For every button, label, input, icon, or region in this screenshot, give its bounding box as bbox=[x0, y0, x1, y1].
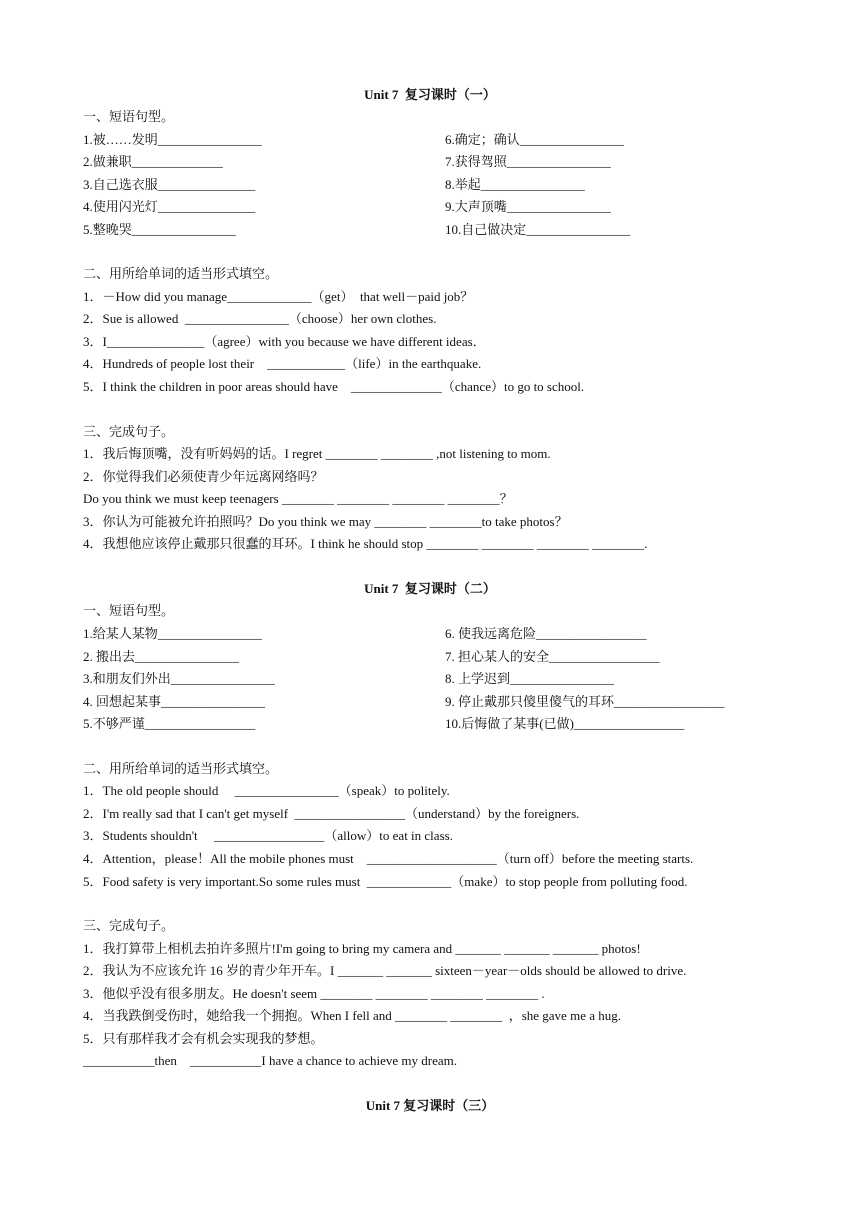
complete-item: 1．我后悔顶嘴，没有听妈妈的话。I regret ________ ________ ,not listening to mom. bbox=[83, 446, 551, 461]
phrase-item: 10.后悔做了某事(已做)_________________ bbox=[445, 716, 685, 731]
phrase-item: 10.自己做决定________________ bbox=[445, 222, 631, 237]
complete-item: 3．他似乎没有很多朋友。He doesn't seem ________ ________ ________ ________ . bbox=[83, 986, 545, 1001]
fill-item: 2．I'm really sad that I can't get myself _________________（understand）by the foreigners. bbox=[83, 806, 580, 821]
complete-item: Do you think we must keep teenagers ________ ________ ________ ________？ bbox=[83, 491, 513, 506]
fill-item: 1．－How did you manage_____________（get） that well－paid job？ bbox=[83, 289, 474, 304]
complete-item: ___________then ___________I have a chance to achieve my dream. bbox=[83, 1053, 457, 1068]
section-2-title: Unit 7 复习课时（二） bbox=[364, 581, 496, 596]
section-2-fill-heading: 二、用所给单词的适当形式填空。 bbox=[83, 761, 279, 776]
complete-item: 1．我打算带上相机去拍许多照片!I'm going to bring my camera and _______ _______ _______ photos! bbox=[83, 941, 641, 956]
section-1-fill-heading: 二、用所给单词的适当形式填空。 bbox=[83, 266, 279, 281]
phrase-item: 8. 上学迟到________________ bbox=[445, 671, 615, 686]
phrase-item: 9.大声顶嘴________________ bbox=[445, 199, 611, 214]
phrase-item: 7.获得驾照________________ bbox=[445, 154, 611, 169]
complete-item: 4．我想他应该停止戴那只很蠢的耳环。I think he should stop ________ ________ ________ ________. bbox=[83, 536, 648, 551]
phrase-item: 5.整晚哭________________ bbox=[83, 222, 236, 237]
section-1-phrases-heading: 一、短语句型。 bbox=[83, 109, 175, 124]
phrase-item: 1.给某人某物________________ bbox=[83, 626, 262, 641]
fill-item: 2．Sue is allowed ________________（choose）her own clothes. bbox=[83, 311, 437, 326]
fill-item: 3．Students shouldn't _________________（allow）to eat in class. bbox=[83, 828, 453, 843]
phrase-item: 2.做兼职______________ bbox=[83, 154, 223, 169]
complete-item: 2．你觉得我们必须使青少年远离网络吗？ bbox=[83, 469, 324, 484]
fill-item: 3．I_______________（agree）with you because we have different ideas． bbox=[83, 334, 486, 349]
phrase-item: 9. 停止戴那只傻里傻气的耳环_________________ bbox=[445, 694, 725, 709]
phrase-item: 4.使用闪光灯_______________ bbox=[83, 199, 256, 214]
phrase-item: 3.和朋友们外出________________ bbox=[83, 671, 275, 686]
fill-item: 4．Hundreds of people lost their ____________（life）in the earthquake. bbox=[83, 356, 482, 371]
section-1-complete-heading: 三、完成句子。 bbox=[83, 424, 175, 439]
fill-item: 5．Food safety is very important.So some rules must _____________（make）to stop people from polluting food. bbox=[83, 874, 688, 889]
fill-item: 4．Attention，please！All the mobile phones must ____________________（turn off）before the meeting starts. bbox=[83, 851, 694, 866]
phrase-item: 4. 回想起某事________________ bbox=[83, 694, 266, 709]
section-2-phrases-heading: 一、短语句型。 bbox=[83, 603, 175, 618]
complete-item: 3．你认为可能被允许拍照吗？Do you think we may ________ ________to take photos？ bbox=[83, 514, 568, 529]
phrase-item: 8.举起________________ bbox=[445, 177, 585, 192]
phrase-item: 5.不够严谨_________________ bbox=[83, 716, 256, 731]
fill-item: 1．The old people should ________________（speak）to politely. bbox=[83, 783, 450, 798]
phrase-item: 6.确定；确认________________ bbox=[445, 132, 624, 147]
phrase-item: 7. 担心某人的安全_________________ bbox=[445, 649, 660, 664]
section-1-title: Unit 7 复习课时（一） bbox=[364, 87, 496, 102]
phrase-item: 6. 使我远离危险_________________ bbox=[445, 626, 647, 641]
section-3-title: Unit 7 复习课时（三） bbox=[365, 1098, 495, 1113]
phrase-item: 1.被……发明________________ bbox=[83, 132, 262, 147]
section-2-complete-heading: 三、完成句子。 bbox=[83, 918, 175, 933]
complete-item: 2．我认为不应该允许 16 岁的青少年开车。I _______ _______ sixteen－year－olds should be allowed to drive. bbox=[83, 963, 687, 978]
fill-item: 5．I think the children in poor areas should have ______________（chance）to go to school. bbox=[83, 379, 585, 394]
phrase-item: 3.自己选衣服_______________ bbox=[83, 177, 256, 192]
phrase-item: 2. 搬出去________________ bbox=[83, 649, 240, 664]
complete-item: 5．只有那样我才会有机会实现我的梦想。 bbox=[83, 1031, 324, 1046]
complete-item: 4．当我跌倒受伤时，她给我一个拥抱。When I fell and ________ ________ ，she gave me a hug. bbox=[83, 1008, 621, 1023]
